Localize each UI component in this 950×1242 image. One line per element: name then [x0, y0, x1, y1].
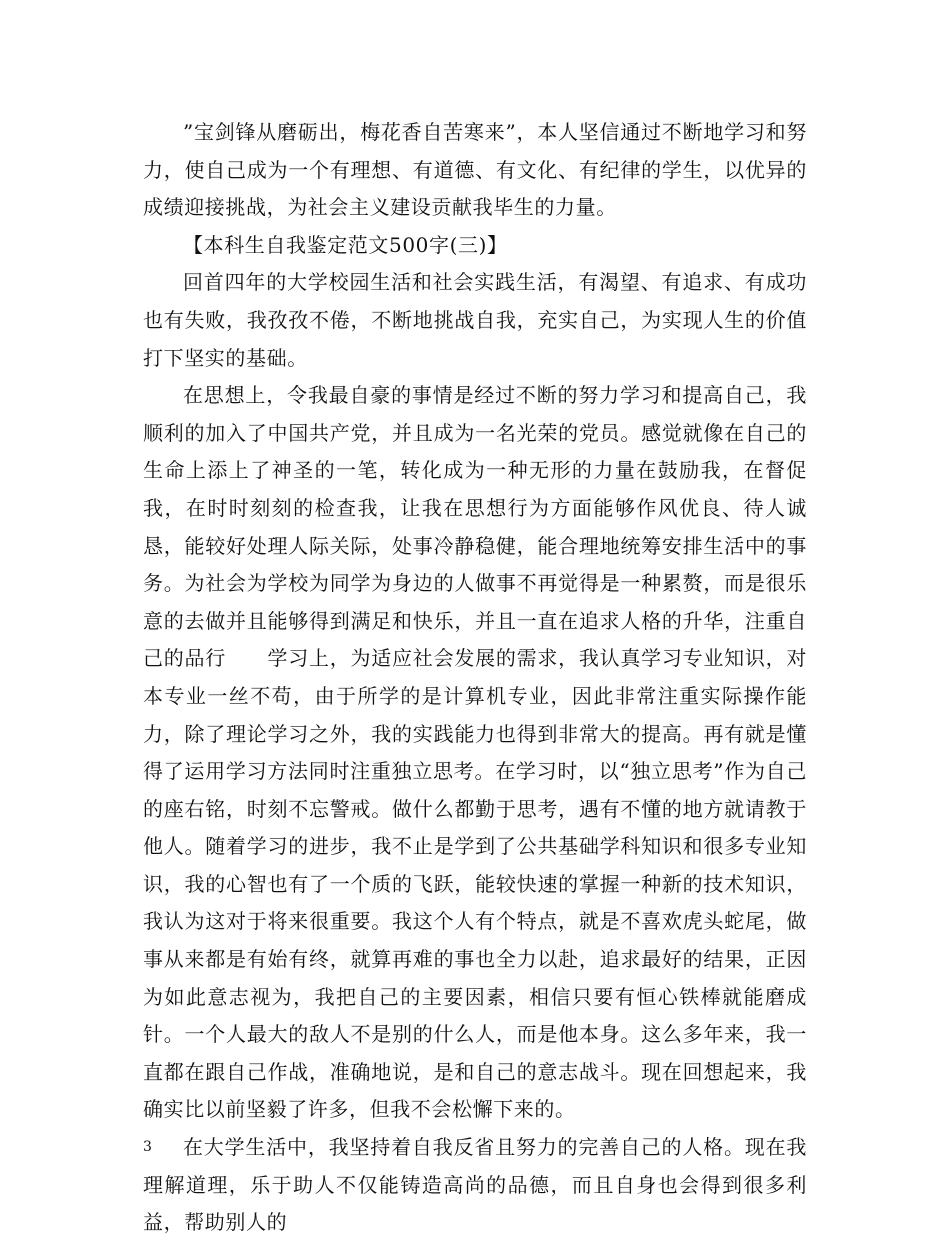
paragraph-thought-study: 在思想上，令我最自豪的事情是经过不断的努力学习和提高自己，我顺利的加入了中国共产党，并且成为一名光荣的党员。感觉就像在自己的生命上添上了神圣的一笔，转化成为一种无形的力量在鼓励我，在督促我，在时时刻刻的检查我，让我在思想行为方面能够作风优良、待人诚恳，能较好处理人际关际，处事冷静稳健，能合理地统筹安排生活中的事务。为社会为学校为同学为身边的人做事不再觉得是一种累赘，而是很乐意的去做并且能够得到满足和快乐，并且一直在追求人格的升华，注重自己的品行 学习上，为适应社会发展的需求，我认真学习专业知识，对本专业一丝不苟，由于所学的是计算机专业，因此非常注重实际操作能力，除了理论学习之外，我的实践能力也得到非常大的提高。再有就是懂得了运用学习方法同时注重独立思考。在学习时，以“独立思考”作为自己的座右铭，时刻不忘警戒。做什么都勤于思考，遇有不懂的地方就请教于他人。随着学习的进步，我不止是学到了公共基础学科知识和很多专业知识，我的心智也有了一个质的飞跃，能较快速的掌握一种新的技术知识，我认为这对于将来很重要。我这个人有个特点，就是不喜欢虎头蛇尾，做事从来都是有始有终，就算再难的事也全力以赴，追求最好的结果，正因为如此意志视为，我把自己的主要因素，相信只要有恒心铁棒就能磨成针。一个人最大的敌人不是别的什么人，而是他本身。这么多年来，我一直都在跟自己作战，准确地说，是和自己的意志战斗。现在回想起来，我确实比以前坚毅了许多，但我不会松懈下来的。 — [143, 383, 807, 1122]
paragraph-college-life: 在大学生活中，我坚持着自我反省且努力的完善自己的人格。现在我理解道理，乐于助人不仅能铸造高尚的品德，而且自身也会得到很多利益，帮助别人的 — [143, 1135, 807, 1235]
page-body — [143, 114, 807, 1242]
paragraph-intro-quote: ”宝剑锋从磨砺出，梅花香自苦寒来”，本人坚信通过不断地学习和努力，使自己成为一个有理想、有道德、有文化、有纪律的学生，以优异的成绩迎接挑战，为社会主义建设贡献我毕生的力量。 — [143, 120, 807, 220]
page-number: 3 — [143, 1139, 152, 1155]
section-heading: 【本科生自我鉴定范文500字(三)】 — [183, 232, 508, 257]
paragraph-review: 回首四年的大学校园生活和社会实践生活，有渴望、有追求、有成功也有失败，我孜孜不倦，不断地挑战自我，充实自己，为实现人生的价值打下坚实的基础。 — [143, 270, 807, 370]
